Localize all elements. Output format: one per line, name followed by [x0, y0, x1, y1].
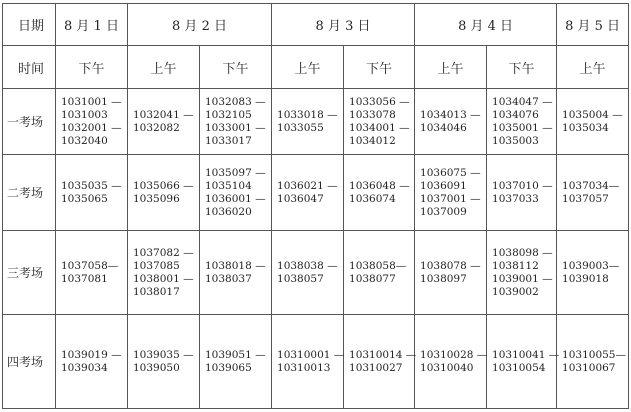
candidate-range-line: 1037010 —	[492, 179, 553, 192]
schedule-cell	[200, 231, 272, 315]
candidate-range-line: 1035096	[133, 192, 180, 205]
candidate-range-line: 1032105	[205, 108, 252, 121]
schedule-cell	[56, 315, 128, 409]
candidate-range-line: 1037082 —	[133, 246, 194, 259]
candidate-range-line: 10310041 —	[492, 348, 560, 361]
candidate-range-line: 1038001 —	[133, 272, 194, 285]
candidate-range-line: 1038038 —	[277, 259, 338, 272]
exam-room-label: 一考场	[3, 89, 56, 155]
schedule-cell	[415, 89, 487, 155]
candidate-range-line: 1034046	[420, 121, 467, 134]
candidate-range-line: 10310014 —	[349, 348, 417, 361]
period-label: 下午	[56, 46, 128, 89]
candidate-range-line: 1035035 —	[61, 179, 122, 192]
candidate-range-line: 1033001 —	[205, 121, 266, 134]
date-aug-4: 8 月 4 日	[415, 4, 557, 46]
schedule-cell	[557, 231, 629, 315]
period-label: 上午	[128, 46, 200, 89]
candidate-range-line: 1037001 —	[420, 192, 481, 205]
candidate-range-line: 1035004 —	[562, 108, 623, 121]
exam-room-row	[3, 89, 629, 155]
candidate-range-line: 1034013 —	[420, 108, 481, 121]
candidate-range-line: 1035097 —	[205, 166, 266, 179]
exam-room-label: 三考场	[3, 231, 56, 315]
candidate-range-line: 1039002	[492, 285, 539, 298]
candidate-range-line: 10310001 —	[277, 348, 345, 361]
candidate-range-line: 1039051 —	[205, 348, 266, 361]
schedule-cell	[415, 155, 487, 231]
candidate-range-line: 1035034	[562, 121, 609, 134]
candidate-range-line: 1039034	[61, 361, 108, 374]
candidate-range-line: 1034012	[349, 134, 396, 147]
exam-room-label: 四考场	[3, 315, 56, 409]
candidate-range-line: 1038078 —	[420, 259, 481, 272]
candidate-range-line: 1039003—	[562, 259, 620, 272]
schedule-cell	[272, 231, 344, 315]
schedule-cell	[344, 155, 415, 231]
candidate-range-line: 1039001 —	[492, 272, 553, 285]
candidate-range-line: 1035104	[205, 179, 252, 192]
candidate-range-line: 1038057	[277, 272, 324, 285]
schedule-cell	[56, 155, 128, 231]
period-label: 上午	[557, 46, 629, 89]
candidate-range-line: 1036075 —	[420, 166, 481, 179]
candidate-range-line: 10310028 —	[420, 348, 488, 361]
candidate-range-line: 1034076	[492, 108, 539, 121]
schedule-cell	[128, 231, 200, 315]
candidate-range-line: 1031003	[61, 108, 108, 121]
candidate-range-line: 1036091	[420, 179, 467, 192]
schedule-cell	[344, 315, 415, 409]
candidate-range-line: 1039065	[205, 361, 252, 374]
period-label: 上午	[272, 46, 344, 89]
date-header-row	[3, 4, 629, 46]
period-header-row	[3, 46, 629, 89]
candidate-range-line: 1039019 —	[61, 348, 122, 361]
schedule-cell	[487, 231, 557, 315]
date-aug-5: 8 月 5 日	[557, 4, 629, 46]
candidate-range-line: 10310055—	[562, 348, 626, 361]
candidate-range-line: 1036021 —	[277, 179, 338, 192]
candidate-range-line: 10310013	[277, 361, 331, 374]
candidate-range-line: 1033017	[205, 134, 252, 147]
candidate-range-line: 1034001 —	[349, 121, 410, 134]
candidate-range-line: 1037009	[420, 205, 467, 218]
candidate-range-line: 1038112	[492, 259, 539, 272]
candidate-range-line: 1038017	[133, 285, 180, 298]
date-aug-2: 8 月 2 日	[128, 4, 272, 46]
candidate-range-line: 1032001 —	[61, 121, 122, 134]
candidate-range-line: 1032082	[133, 121, 180, 134]
candidate-range-line: 1032083 —	[205, 95, 266, 108]
schedule-cell	[128, 315, 200, 409]
schedule-cell	[128, 155, 200, 231]
candidate-range-line: 1033055	[277, 121, 324, 134]
schedule-cell	[200, 89, 272, 155]
schedule-cell	[128, 89, 200, 155]
exam-room-label: 二考场	[3, 155, 56, 231]
candidate-range-line: 1038058—	[349, 259, 407, 272]
period-label: 下午	[200, 46, 272, 89]
candidate-range-line: 1039018	[562, 272, 609, 285]
candidate-range-line: 1035065	[61, 192, 108, 205]
exam-room-row	[3, 155, 629, 231]
candidate-range-line: 1036074	[349, 192, 396, 205]
schedule-cell	[272, 89, 344, 155]
schedule-cell	[272, 315, 344, 409]
candidate-range-line: 1031001 —	[61, 95, 122, 108]
candidate-range-line: 1035001 —	[492, 121, 553, 134]
candidate-range-line: 1033056 —	[349, 95, 410, 108]
schedule-cell	[56, 231, 128, 315]
exam-room-row	[3, 315, 629, 409]
candidate-range-line: 1032040	[61, 134, 108, 147]
schedule-cell	[56, 89, 128, 155]
date-aug-1: 8 月 1 日	[56, 4, 128, 46]
candidate-range-line: 1037034—	[562, 179, 620, 192]
candidate-range-line: 1038037	[205, 272, 252, 285]
candidate-range-line: 1037081	[61, 272, 108, 285]
candidate-range-line: 1035066 —	[133, 179, 194, 192]
schedule-cell	[200, 155, 272, 231]
date-label: 日期	[3, 4, 56, 46]
exam-room-row	[3, 231, 629, 315]
candidate-range-line: 10310027	[349, 361, 403, 374]
candidate-range-line: 1039035 —	[133, 348, 194, 361]
schedule-cell	[557, 315, 629, 409]
candidate-range-line: 1033078	[349, 108, 396, 121]
schedule-cell	[200, 315, 272, 409]
period-label: 上午	[415, 46, 487, 89]
candidate-range-line: 1038098 —	[492, 246, 553, 259]
schedule-cell	[272, 155, 344, 231]
candidate-range-line: 1036020	[205, 205, 252, 218]
candidate-range-line: 1036048 —	[349, 179, 410, 192]
candidate-range-line: 1038097	[420, 272, 467, 285]
candidate-range-line: 1035003	[492, 134, 539, 147]
candidate-range-line: 1036047	[277, 192, 324, 205]
schedule-cell	[557, 89, 629, 155]
candidate-range-line: 1033018 —	[277, 108, 338, 121]
time-label: 时间	[3, 46, 56, 89]
exam-schedule-table	[2, 3, 629, 409]
candidate-range-line: 10310040	[420, 361, 474, 374]
schedule-cell	[415, 315, 487, 409]
candidate-range-line: 1039050	[133, 361, 180, 374]
candidate-range-line: 1036001 —	[205, 192, 266, 205]
candidate-range-line: 1038077	[349, 272, 396, 285]
schedule-cell	[487, 89, 557, 155]
candidate-range-line: 1037033	[492, 192, 539, 205]
candidate-range-line: 1038018 —	[205, 259, 266, 272]
schedule-cell	[344, 231, 415, 315]
candidate-range-line: 1032041 —	[133, 108, 194, 121]
period-label: 下午	[344, 46, 415, 89]
candidate-range-line: 1037085	[133, 259, 180, 272]
schedule-cell	[487, 155, 557, 231]
candidate-range-line: 1034047 —	[492, 95, 553, 108]
candidate-range-line: 1037058—	[61, 259, 119, 272]
period-label: 下午	[487, 46, 557, 89]
candidate-range-line: 10310054	[492, 361, 546, 374]
candidate-range-line: 10310067	[562, 361, 616, 374]
schedule-cell	[344, 89, 415, 155]
schedule-cell	[487, 315, 560, 409]
schedule-cell	[557, 155, 629, 231]
schedule-cell	[415, 231, 487, 315]
candidate-range-line: 1037057	[562, 192, 609, 205]
date-aug-3: 8 月 3 日	[272, 4, 415, 46]
